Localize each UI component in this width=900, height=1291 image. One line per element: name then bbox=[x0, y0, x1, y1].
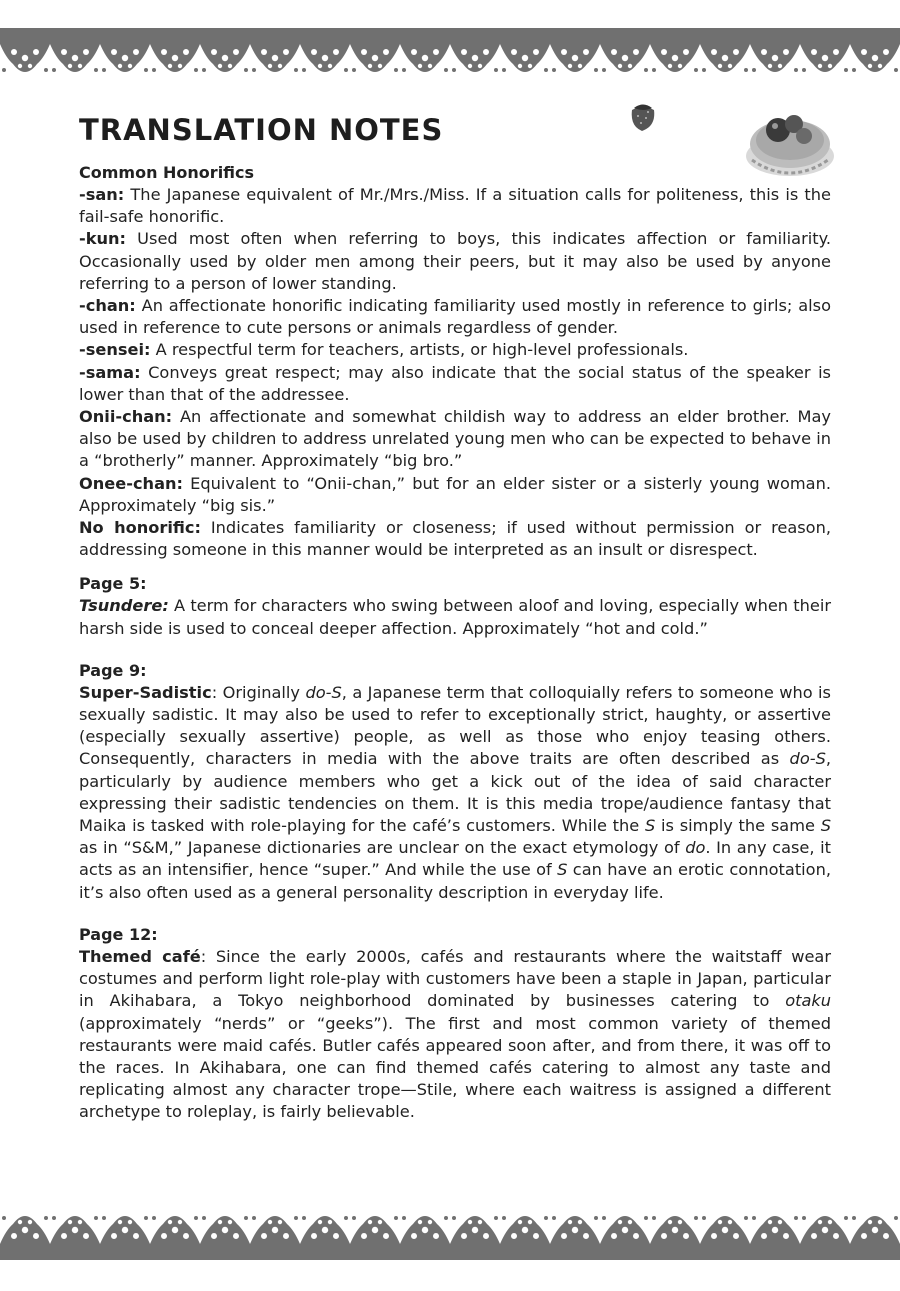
page-9-note bbox=[79, 660, 831, 904]
honorific-definition: An affectionate honorific indicating familiarity used mostly in reference to girls; also used in reference to cute persons or animals regardless of gender. bbox=[79, 296, 831, 338]
note-emphasis: do-S bbox=[789, 749, 826, 769]
note-emphasis: otaku bbox=[785, 991, 831, 1011]
note-text: : Since the early 2000s, cafés and restaurants where the waitstaff wear costumes and perform light role-play with customers have been a staple in Japan, particular in Akihabara, a Tokyo neighborhood dominated by businesses catering to bbox=[79, 946, 832, 1011]
honorific-definition: Equivalent to “Onii-chan,” but for an elder sister or a sisterly young woman. Approximately “big sis.” bbox=[79, 473, 831, 515]
honorific-definition: Conveys great respect; may also indicate that the social status of the speaker is lower than that of the addressee. bbox=[79, 362, 831, 404]
note-text: can have an erotic connotation, it’s also often used as a general personality description in everyday life. bbox=[79, 860, 831, 902]
note-text: : Originally bbox=[211, 682, 306, 702]
honorific-term: -sama: bbox=[79, 362, 141, 382]
page-5-note bbox=[79, 573, 831, 639]
note-paragraph bbox=[79, 682, 831, 904]
honorific-term: Onii-chan: bbox=[79, 407, 173, 427]
note-paragraph bbox=[79, 595, 831, 639]
honorific-term: -sensei: bbox=[79, 340, 151, 360]
note-text: as in “S&M,” Japanese dictionaries are unclear on the exact etymology of bbox=[79, 838, 686, 858]
section-heading: Page 5: bbox=[79, 574, 147, 594]
section-heading: Page 12: bbox=[79, 924, 158, 944]
page-title: TRANSLATION NOTES bbox=[79, 113, 444, 147]
honorific-term: -san: bbox=[79, 185, 125, 204]
honorifics-section bbox=[79, 162, 831, 561]
honorific-definition: Used most often when referring to boys, this indicates affection or familiarity. Occasionally used by older men among their peers, but it may also be used by anyone referring to a person of lower standing. bbox=[79, 229, 831, 293]
note-text: A term for characters who swing between aloof and loving, especially when their harsh side is used to conceal deeper affection. Approximately “hot and cold.” bbox=[79, 596, 831, 638]
note-emphasis: do bbox=[685, 838, 706, 858]
lace-border-top bbox=[0, 28, 900, 86]
note-emphasis: do-S bbox=[305, 682, 342, 702]
honorific-entry bbox=[79, 406, 831, 473]
note-term: Super-Sadistic bbox=[79, 682, 212, 702]
section-heading: Page 9: bbox=[79, 660, 147, 680]
note-term: Themed café bbox=[79, 946, 201, 966]
honorific-term: -kun: bbox=[79, 229, 127, 249]
translation-notes bbox=[79, 112, 831, 1136]
honorific-term: -chan: bbox=[79, 296, 136, 316]
honorific-entry bbox=[79, 184, 831, 228]
lace-border-bottom bbox=[0, 1202, 900, 1260]
note-text: (approximately “nerds” or “geeks”). The first and most common variety of themed restaurants were maid cafés. Butler cafés appeared soon after, and from there, it was off to the races. In Akihabara, one can find themed cafés catering to almost any taste and replicating almost any character trope—Stile, where each waitress is assigned a different archetype to roleplay, is fairly believable. bbox=[79, 1013, 831, 1122]
note-paragraph bbox=[79, 946, 831, 1124]
note-emphasis: S bbox=[645, 816, 656, 836]
honorific-definition: An affectionate and somewhat childish way to address an elder brother. May also be used by children to address unrelated young men who can be expected to behave in a “brotherly” manner. Approximately “big bro.” bbox=[79, 407, 831, 471]
note-text: is simply the same bbox=[655, 816, 821, 836]
note-text: , a Japanese term that colloquially refers to someone who is sexually sadistic. It may also be used to refer to exceptionally strict, haughty, or assertive (especially sexually assertive) people, as well as those who enjoy teasing others. Consequently, characters in media with the above traits are often described as bbox=[79, 682, 831, 769]
honorific-term: No honorific: bbox=[79, 518, 201, 538]
honorific-entry bbox=[79, 473, 831, 517]
note-text: . In any case, it acts as an intensifier, hence “super.” And while the use of bbox=[79, 838, 831, 880]
honorific-definition: Indicates familiarity or closeness; if used without permission or reason, addressing someone in this manner would be interpreted as an insult or disrespect. bbox=[79, 518, 831, 560]
page-12-note bbox=[79, 924, 831, 1124]
section-heading: Common Honorifics bbox=[79, 163, 255, 182]
honorific-entry bbox=[79, 362, 831, 406]
honorific-definition: A respectful term for teachers, artists, or high-level professionals. bbox=[150, 340, 689, 360]
note-emphasis: S bbox=[557, 860, 568, 880]
honorific-term: Onee-chan: bbox=[79, 473, 184, 493]
note-term: Tsundere: bbox=[79, 596, 169, 616]
note-emphasis: S bbox=[820, 816, 831, 836]
honorific-entry bbox=[79, 339, 831, 361]
honorific-entry bbox=[79, 517, 831, 561]
honorific-definition: The Japanese equivalent of Mr./Mrs./Miss. If a situation calls for politeness, this is the fail-safe honorific. bbox=[79, 185, 831, 227]
honorific-entry bbox=[79, 228, 831, 295]
note-text: , particularly by audience members who get a kick out of the idea of said character expressing their sadistic tendencies on them. It is this media trope/audience fantasy that Maika is tasked with role-playing for the café’s customers. While the bbox=[79, 749, 831, 836]
honorific-entry bbox=[79, 295, 831, 339]
